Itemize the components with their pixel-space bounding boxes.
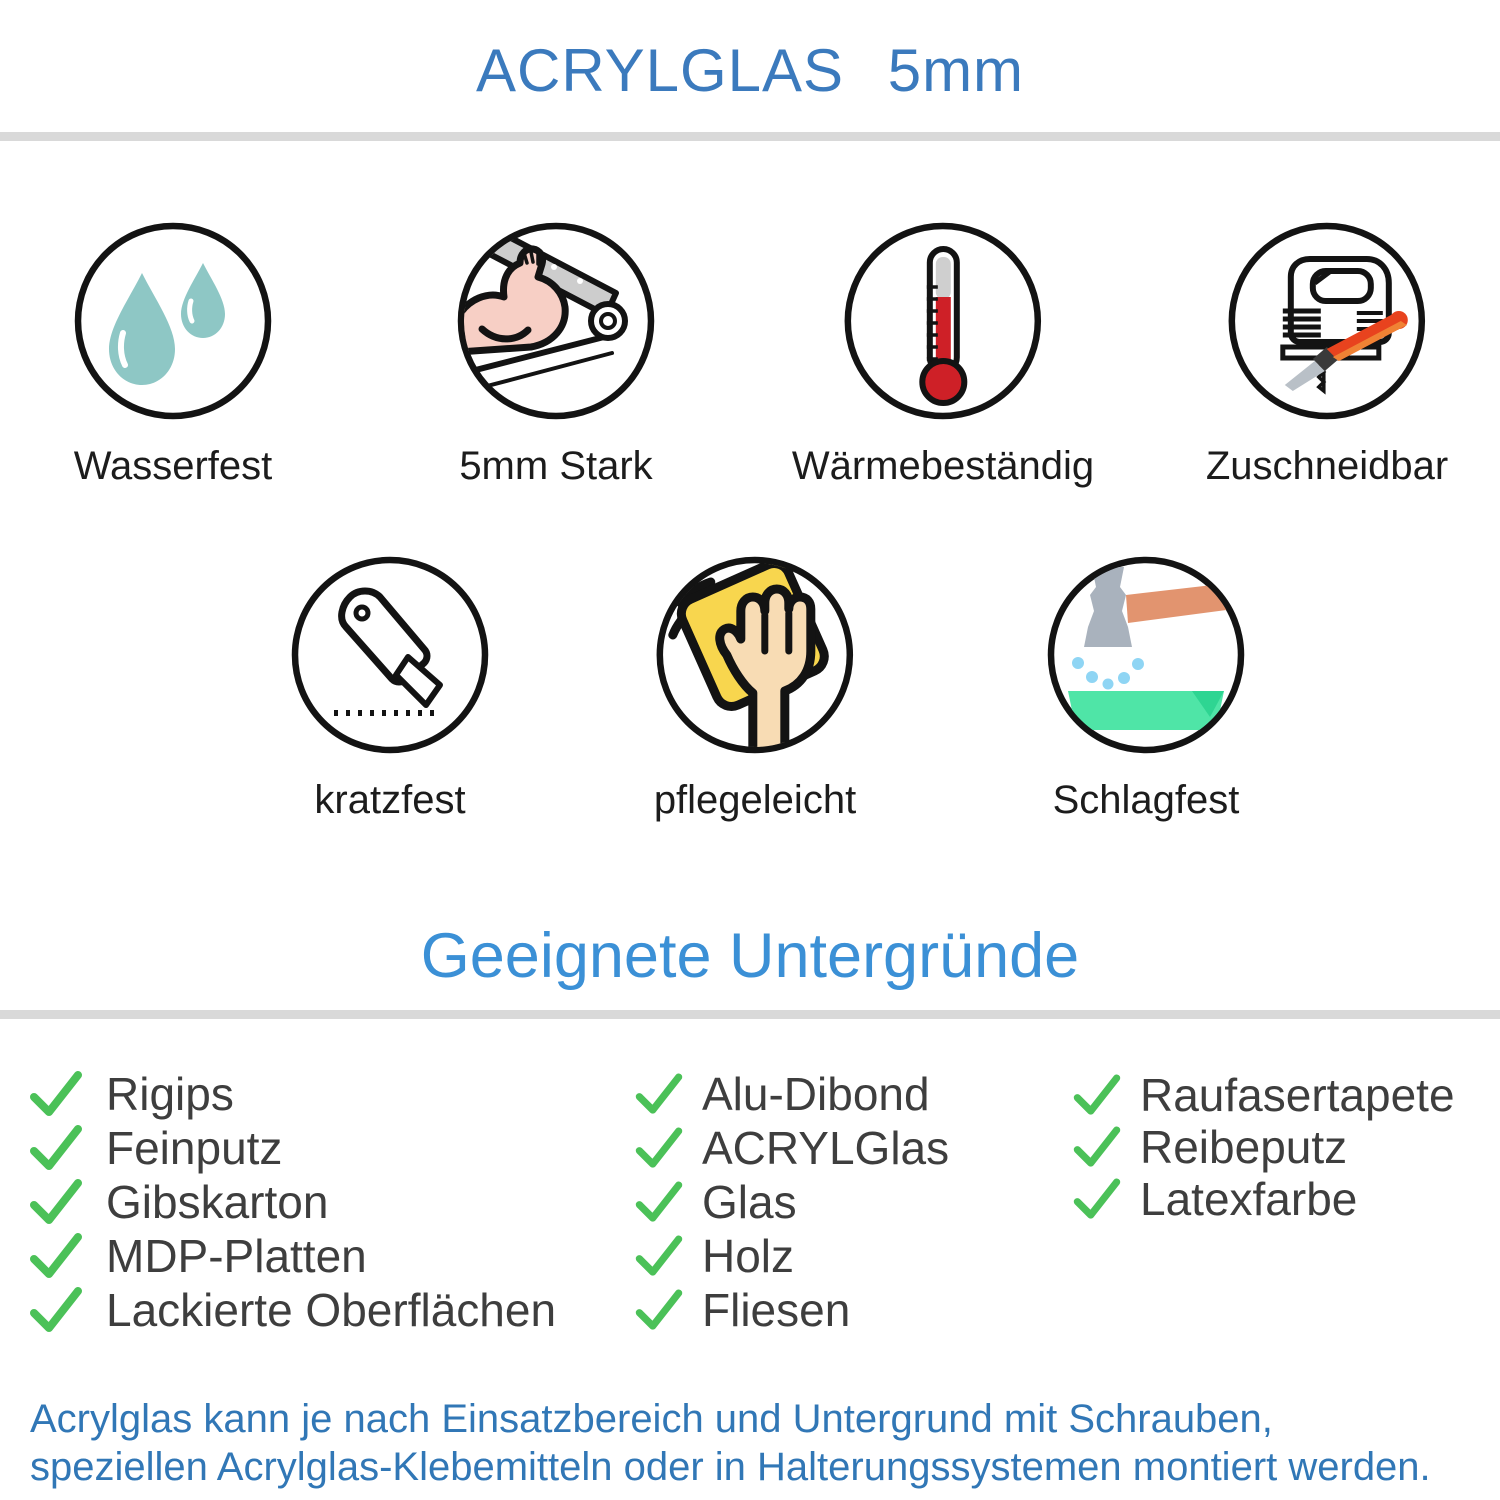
check-icon	[28, 1070, 84, 1118]
page-title: ACRYLGLAS 5mm	[475, 37, 1025, 104]
feature-label: 5mm Stark	[459, 444, 653, 488]
check-icon	[28, 1124, 84, 1172]
check-icon	[634, 1234, 684, 1278]
feature-5mm-stark	[456, 221, 656, 489]
feature-label: pflegeleicht	[653, 778, 857, 822]
check-icon	[28, 1232, 84, 1280]
surfaces-heading: Geeignete Untergründe	[420, 921, 1080, 991]
check-icon	[28, 1178, 84, 1226]
hand-cloth-icon	[655, 555, 855, 755]
mounting-note-line2: speziellen Acrylglas-Klebemitteln oder in Halterungssystemen montiert werden.	[30, 1445, 1431, 1489]
jigsaw-cutter-icon	[1227, 221, 1427, 421]
list-item	[28, 1283, 556, 1337]
thermometer-icon	[843, 221, 1043, 421]
list-item	[634, 1121, 949, 1175]
surface-label: Rigips	[106, 1068, 234, 1120]
surface-label: Holz	[702, 1230, 795, 1282]
divider-surfaces	[0, 1010, 1500, 1019]
feature-pflegeleicht	[654, 555, 856, 823]
hammer-impact-icon	[1046, 555, 1246, 755]
surfaces-column-3	[1072, 1069, 1455, 1225]
surfaces-column-2	[634, 1067, 949, 1337]
feature-label: Wasserfest	[73, 444, 273, 488]
check-icon	[1072, 1177, 1122, 1221]
feature-kratzfest	[290, 555, 490, 823]
surfaces-column-1	[28, 1067, 556, 1337]
list-item	[28, 1121, 556, 1175]
surface-label: Raufasertapete	[1140, 1069, 1455, 1121]
surface-label: Lackierte Oberflächen	[106, 1284, 557, 1336]
surface-label: Fliesen	[702, 1284, 851, 1336]
check-icon	[1072, 1073, 1122, 1117]
list-item	[1072, 1069, 1455, 1121]
list-item	[28, 1175, 556, 1229]
list-item	[634, 1175, 949, 1229]
surface-label: Glas	[702, 1176, 797, 1228]
surface-label: Reibeputz	[1140, 1121, 1348, 1173]
feature-label: Zuschneidbar	[1205, 444, 1449, 488]
divider-top	[0, 132, 1500, 141]
list-item	[1072, 1121, 1455, 1173]
surface-label: Alu-Dibond	[702, 1068, 930, 1120]
flexed-arm-material-icon	[456, 221, 656, 421]
list-item	[634, 1229, 949, 1283]
feature-zuschneidbar	[1206, 221, 1448, 489]
feature-wasserfest	[73, 221, 273, 489]
list-item	[28, 1067, 556, 1121]
water-drops-icon	[73, 221, 273, 421]
check-icon	[28, 1286, 84, 1334]
list-item	[28, 1229, 556, 1283]
feature-schlagfest	[1046, 555, 1246, 823]
surface-label: Latexfarbe	[1140, 1173, 1358, 1225]
check-icon	[634, 1072, 684, 1116]
surface-label: ACRYLGlas	[702, 1122, 950, 1174]
check-icon	[634, 1180, 684, 1224]
feature-label: kratzfest	[314, 778, 466, 822]
feature-label: Schlagfest	[1052, 778, 1240, 822]
surface-label: MDP-Platten	[106, 1230, 367, 1282]
list-item	[634, 1283, 949, 1337]
check-icon	[1072, 1125, 1122, 1169]
mounting-note-line1: Acrylglas kann je nach Einsatzbereich und Untergrund mit Schrauben,	[30, 1397, 1273, 1441]
utility-knife-icon	[290, 555, 490, 755]
surface-label: Gibskarton	[106, 1176, 329, 1228]
mounting-note	[30, 1395, 1431, 1491]
surface-label: Feinputz	[106, 1122, 283, 1174]
feature-waermebestaendig	[792, 221, 1094, 489]
check-icon	[634, 1126, 684, 1170]
check-icon	[634, 1288, 684, 1332]
list-item	[634, 1067, 949, 1121]
feature-label: Wärmebeständig	[791, 444, 1095, 488]
list-item	[1072, 1173, 1455, 1225]
